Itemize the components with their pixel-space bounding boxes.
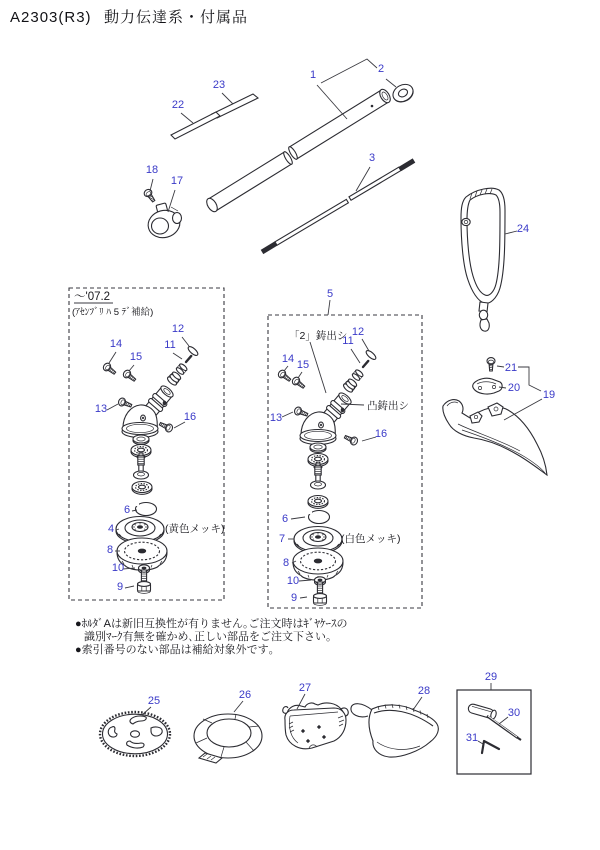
callout-16-right: 16	[374, 428, 388, 440]
part-26-guard-ring	[194, 689, 262, 763]
callout-10-right: 10	[286, 575, 300, 587]
callout-24: 24	[516, 223, 530, 235]
page-header	[10, 8, 248, 26]
left-gearcase-box	[69, 288, 225, 600]
cast-mark-2-label: 「2」鋳出シ	[289, 330, 348, 342]
part-2-pipe-cap	[390, 81, 416, 106]
callout-30: 30	[507, 707, 521, 719]
left-box-subheader: (ｱｾﾝﾌﾞﾘ ﾊ 5 ﾃﾞ補給)	[72, 307, 154, 318]
callout-15-right: 15	[296, 359, 310, 371]
main-pipe-assembly	[143, 59, 417, 252]
callout-1: 1	[309, 69, 317, 81]
part-17-pipe-clamp	[145, 203, 183, 241]
callout-7: 7	[278, 533, 286, 545]
left-plating-note: (黄色メッキ)	[165, 523, 225, 535]
callout-5: 5	[326, 288, 334, 300]
part-27-safety-goggles	[283, 682, 349, 749]
callout-18: 18	[145, 164, 159, 176]
callout-2: 2	[377, 63, 385, 75]
right-small-parts	[342, 349, 377, 393]
accessories-row	[100, 671, 531, 774]
part-31-hex-key	[466, 732, 499, 753]
callout-12-right: 12	[351, 326, 365, 338]
callout-16-left: 16	[183, 411, 197, 423]
callout-28: 28	[417, 685, 431, 697]
part-19-safety-guard	[443, 400, 547, 475]
callout-29: 29	[484, 671, 498, 683]
part-8-holder-right	[293, 548, 343, 580]
callout-3: 3	[368, 152, 376, 164]
callout-10-left: 10	[111, 562, 125, 574]
callout-27: 27	[298, 682, 312, 694]
boss-cast-label: 凸鋳出シ	[367, 400, 409, 412]
callout-26: 26	[238, 689, 252, 701]
callout-11-left: 11	[164, 339, 176, 351]
part-21-screw	[487, 358, 495, 371]
callout-20: 20	[507, 382, 521, 394]
part-9-bolt-right	[314, 582, 327, 606]
callout-31: 31	[465, 732, 479, 744]
callout-9-left: 9	[116, 581, 124, 593]
note-line-3: ●索引番号のない部品は補給対象外です｡	[75, 644, 275, 656]
callout-8-left: 8	[106, 544, 114, 556]
left-box-header: ～'07.2	[74, 291, 111, 303]
callout-11-right: 11	[342, 335, 354, 347]
page-title: 動力伝達系・付属品	[104, 9, 249, 26]
callout-9-right: 9	[290, 592, 298, 604]
part-25-saw-blade	[100, 695, 170, 756]
callout-23: 23	[212, 79, 226, 91]
right-plating-note: (白色メッキ)	[341, 533, 401, 545]
right-gearcase-box	[268, 288, 422, 608]
part-6-snap-ring-left	[134, 501, 157, 516]
page-title-code: A2303(R3)	[10, 9, 92, 26]
top-leader-lines	[150, 59, 396, 212]
callout-8-right: 8	[282, 557, 290, 569]
decal-22	[171, 112, 220, 139]
callout-13-right: 13	[269, 412, 283, 424]
part-9-bolt-left	[138, 570, 151, 594]
part-28-cover-bag	[351, 685, 438, 757]
notes-block	[75, 616, 347, 656]
callout-14-right: 14	[281, 353, 295, 365]
callout-6-left: 6	[123, 504, 131, 516]
callout-17: 17	[170, 175, 184, 187]
left-small-parts	[166, 345, 199, 386]
part-24-shoulder-strap	[461, 188, 529, 331]
callout-6-right: 6	[281, 513, 289, 525]
callout-12-left: 12	[171, 323, 185, 335]
callout-4: 4	[107, 523, 115, 535]
note-line-2: 識別ﾏｰｸ有無を確かめ､正しい部品をご注文下さい｡	[84, 631, 332, 643]
note-line-1: ●ﾎﾙﾀﾞAは新旧互換性が有りません｡ご注文時はｷﾞﾔｹｰｽの	[75, 618, 348, 630]
part-6-snap-ring-right	[307, 509, 330, 524]
callout-21: 21	[504, 362, 518, 374]
callout-19: 19	[542, 389, 556, 401]
guard-assembly	[443, 358, 555, 475]
callout-25: 25	[147, 695, 161, 707]
part-20-clamp-bracket	[473, 378, 502, 394]
callout-14-left: 14	[109, 338, 123, 350]
callout-22: 22	[171, 99, 185, 111]
part-29-tool-kit	[457, 671, 531, 774]
part-3-drive-shaft	[262, 161, 414, 253]
callout-15-left: 15	[129, 351, 143, 363]
callout-13-left: 13	[94, 403, 108, 415]
